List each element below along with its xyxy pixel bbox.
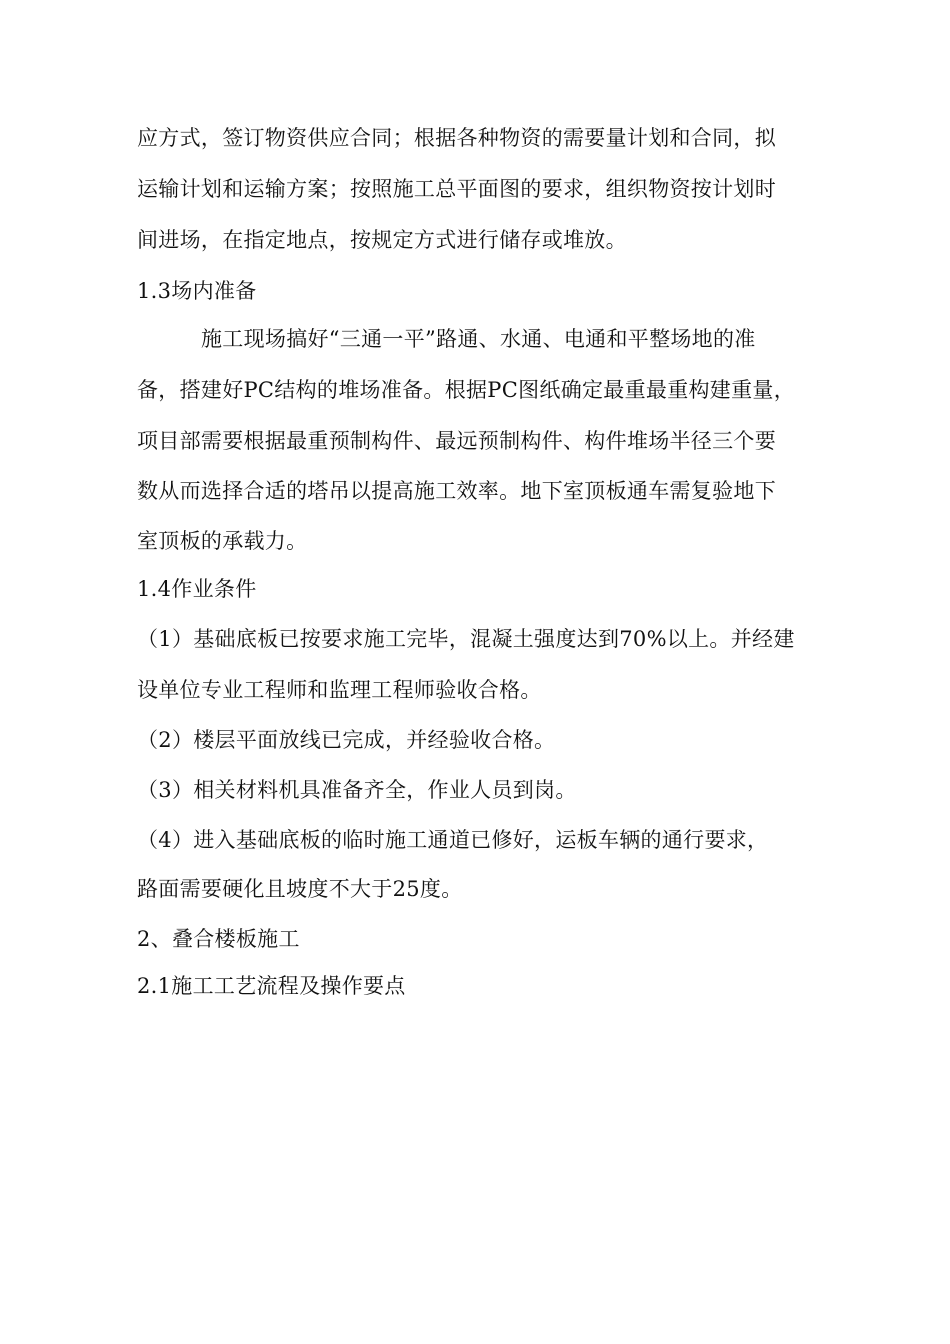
body-text-line: 运输计划和运输方案；按照施工总平面图的要求，组织物资按计划时 xyxy=(137,177,776,201)
body-text-line: 备，搭建好PC结构的堆场准备。根据PC图纸确定最重最重构建重量， xyxy=(137,378,795,402)
body-text-line: 室顶板的承载力。 xyxy=(137,529,308,553)
list-item-4-cont: 路面需要硬化且坡度不大于25度。 xyxy=(137,877,463,901)
section-heading-2-1: 2.1施工工艺流程及操作要点 xyxy=(137,974,406,998)
list-item-4: （4）进入基础底板的临时施工通道已修好，运板车辆的通行要求， xyxy=(137,828,769,852)
list-item-1: （1）基础底板已按要求施工完毕，混凝土强度达到70%以上。并经建 xyxy=(137,627,795,651)
section-heading-1-3: 1.3场内准备 xyxy=(137,279,257,303)
body-text-line: 项目部需要根据最重预制构件、最远预制构件、构件堆场半径三个要 xyxy=(137,429,776,453)
body-text-line: 施工现场搞好“三通一平”路通、水通、电通和平整场地的准 xyxy=(201,327,756,351)
section-heading-2: 2、叠合楼板施工 xyxy=(137,927,300,951)
list-item-2: （2）楼层平面放线已完成，并经验收合格。 xyxy=(137,728,556,752)
list-item-1-cont: 设单位专业工程师和监理工程师验收合格。 xyxy=(137,678,542,702)
body-text-line: 数从而选择合适的塔吊以提高施工效率。地下室顶板通车需复验地下 xyxy=(137,479,776,503)
section-heading-1-4: 1.4作业条件 xyxy=(137,577,257,601)
body-text-line: 间进场，在指定地点，按规定方式进行储存或堆放。 xyxy=(137,228,627,252)
list-item-3: （3）相关材料机具准备齐全，作业人员到岗。 xyxy=(137,778,577,802)
body-text-line: 应方式，签订物资供应合同；根据各种物资的需要量计划和合同，拟 xyxy=(137,126,776,150)
